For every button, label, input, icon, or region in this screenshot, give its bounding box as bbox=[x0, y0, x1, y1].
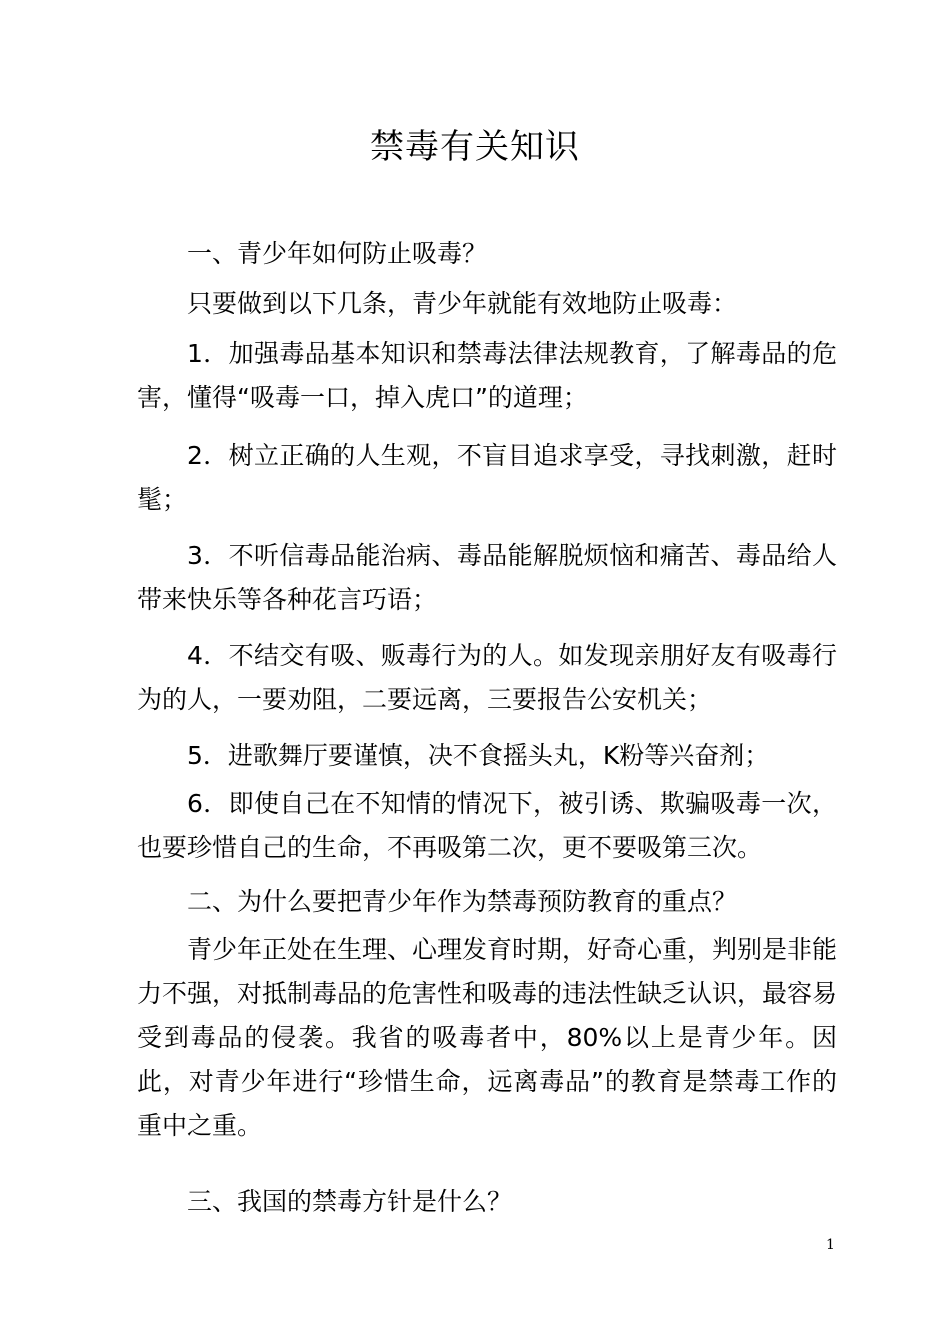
section-heading-q3: 三、我国的禁毒方针是什么？ bbox=[187, 1187, 513, 1216]
list-item: 3．不听信毒品能治病、毒品能解脱烦恼和痛苦、毒品给人带来快乐等各种花言巧语； bbox=[137, 541, 837, 614]
page-title: 禁毒有关知识 bbox=[370, 127, 580, 167]
list-item: 2．树立正确的人生观，不盲目追求享受，寻找刺激，赶时髦； bbox=[137, 441, 837, 514]
section-heading-q1: 一、青少年如何防止吸毒？ bbox=[187, 239, 488, 268]
section-intro-q1: 只要做到以下几条，青少年就能有效地防止吸毒： bbox=[187, 289, 738, 318]
section-heading-q2: 二、为什么要把青少年作为禁毒预防教育的重点？ bbox=[187, 887, 738, 916]
list-item: 1．加强毒品基本知识和禁毒法律法规教育，了解毒品的危害，懂得“吸毒一口，掉入虎口”的道理； bbox=[137, 339, 837, 412]
list-item: 5．进歌舞厅要谨慎，决不食摇头丸，K粉等兴奋剂； bbox=[187, 741, 770, 770]
list-item: 4．不结交有吸、贩毒行为的人。如发现亲朋好友有吸毒行为的人，一要劝阻，二要远离，三要报告公安机关； bbox=[137, 641, 837, 714]
section-answer-q2: 青少年正处在生理、心理发育时期，好奇心重，判别是非能力不强，对抵制毒品的危害性和吸毒的违法性缺乏认识，最容易受到毒品的侵袭。我省的吸毒者中，80%以上是青少年。因此，对青少年进行“珍惜生命，远离毒品”的教育是禁毒工作的重中之重。 bbox=[137, 935, 838, 1140]
page-number: 1 bbox=[826, 1237, 835, 1253]
list-item: 6．即使自己在不知情的情况下，被引诱、欺骗吸毒一次，也要珍惜自己的生命，不再吸第二次，更不要吸第三次。 bbox=[137, 789, 837, 862]
